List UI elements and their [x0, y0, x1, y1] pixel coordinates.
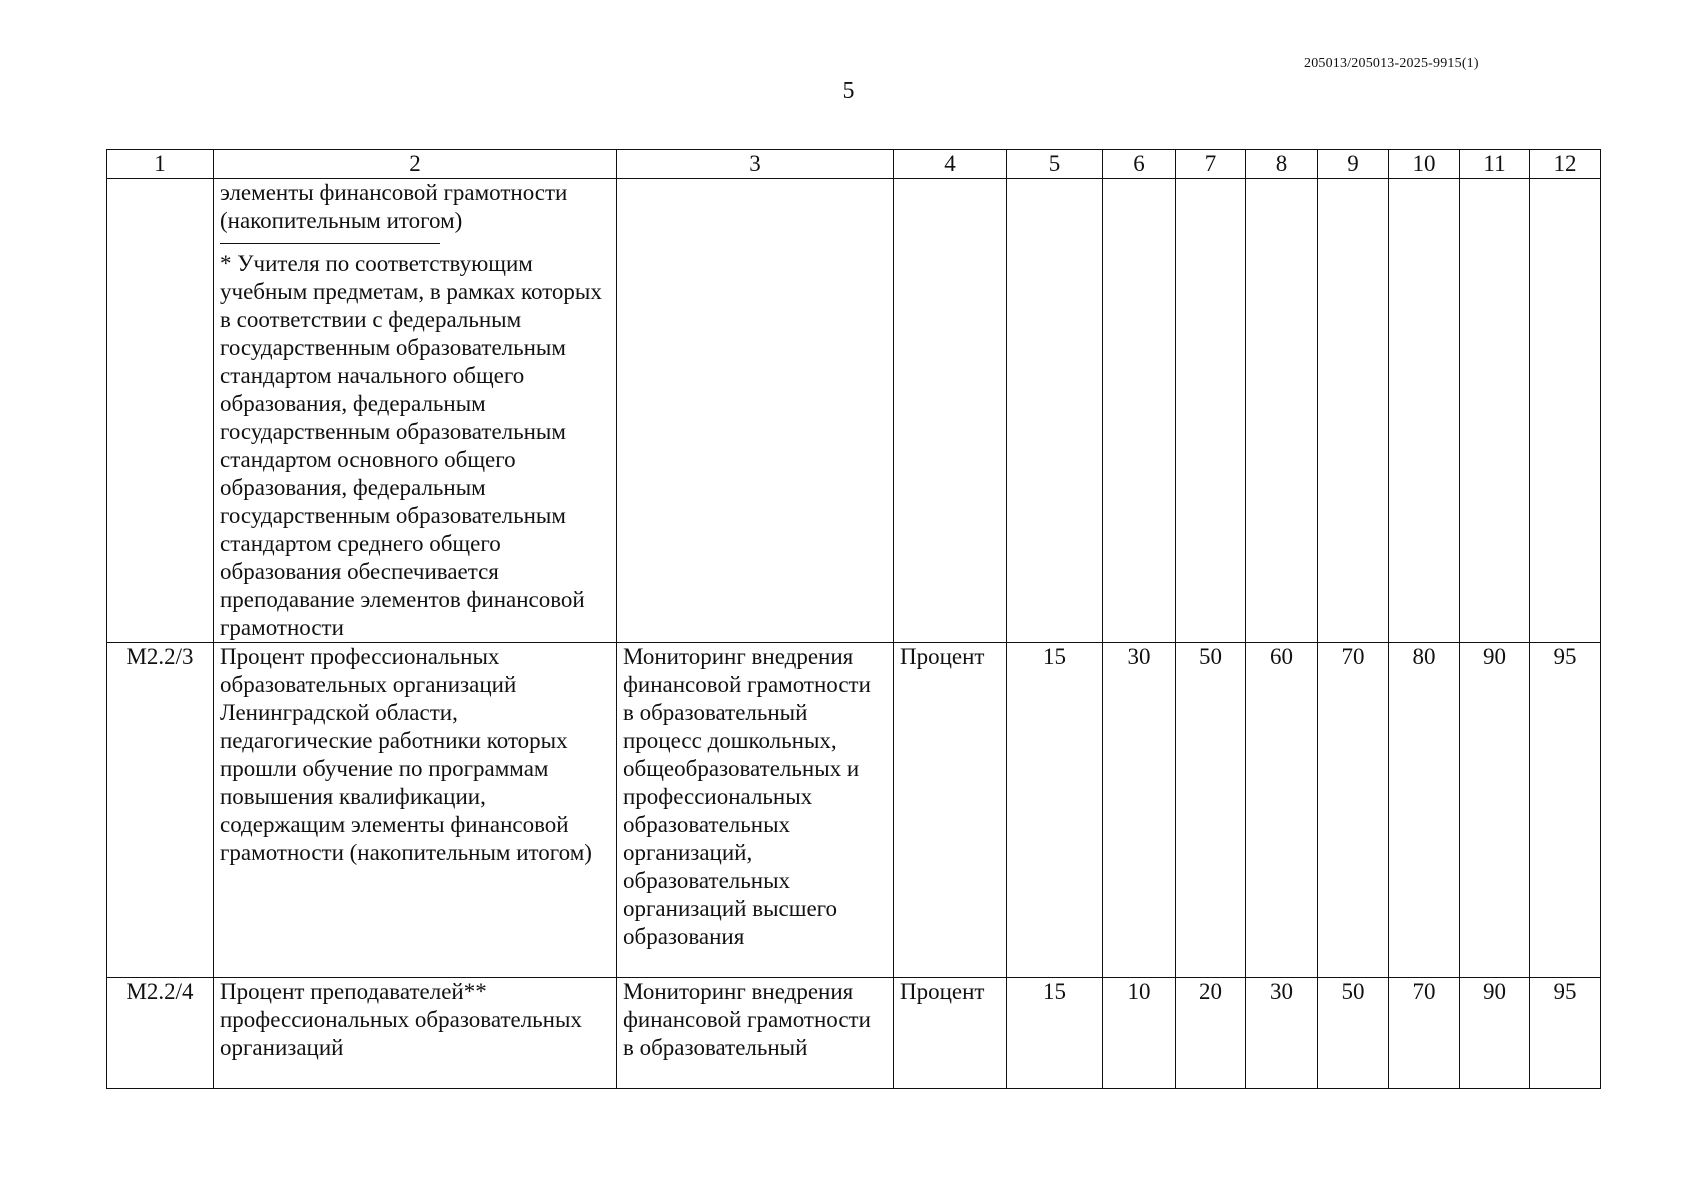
- value-cell: [1460, 179, 1530, 643]
- column-header: 8: [1246, 150, 1318, 179]
- column-header: 5: [1007, 150, 1103, 179]
- value-cell: [1103, 179, 1176, 643]
- indicator-name: Процент профессиональных образовательных организаций Ленинградской области, педагогические работники которых прошли обучение по программам повышения квалификации, содержащим элементы финансовой грамотности (накопительным итогом): [214, 643, 617, 978]
- value-cell: [1318, 179, 1389, 643]
- indicators-table: [106, 149, 1601, 1089]
- indicator-name: Процент преподавателей** профессиональных образовательных организаций: [214, 978, 617, 1089]
- indicator-unit: Процент: [894, 978, 1007, 1089]
- column-header: 10: [1389, 150, 1460, 179]
- column-header: 2: [214, 150, 617, 179]
- indicator-value: 20: [1176, 978, 1246, 1089]
- column-number-row: [107, 150, 1601, 179]
- indicator-value: 90: [1460, 978, 1530, 1089]
- page-number: 5: [842, 78, 855, 104]
- table-row: [107, 643, 1601, 978]
- column-header: 9: [1318, 150, 1389, 179]
- indicator-value: 50: [1176, 643, 1246, 978]
- value-cell: [1176, 179, 1246, 643]
- column-header: 12: [1530, 150, 1601, 179]
- unit-cell: [894, 179, 1007, 643]
- indicator-value: 15: [1007, 978, 1103, 1089]
- indicator-unit: Процент: [894, 643, 1007, 978]
- indicator-value: 70: [1318, 643, 1389, 978]
- indicator-value: 80: [1389, 643, 1460, 978]
- indicator-value: 70: [1389, 978, 1460, 1089]
- table-row-continuation: [107, 179, 1601, 643]
- column-header: 3: [617, 150, 894, 179]
- indicator-value: 30: [1103, 643, 1176, 978]
- document-registration-number: 205013/205013-2025-9915(1): [1304, 56, 1479, 71]
- column-header: 11: [1460, 150, 1530, 179]
- indicator-value: 60: [1246, 643, 1318, 978]
- indicator-value: 95: [1530, 978, 1601, 1089]
- indicator-name-continuation: элементы финансовой грамотности (накопительным итогом): [220, 180, 568, 233]
- column-header: 4: [894, 150, 1007, 179]
- indicator-source: Мониторинг внедрения финансовой грамотности в образовательный: [617, 978, 894, 1089]
- indicator-source: Мониторинг внедрения финансовой грамотности в образовательный процесс дошкольных, общеобразовательных и профессиональных образовательных организаций, образовательных организаций высшего образования: [617, 643, 894, 978]
- indicator-value: 90: [1460, 643, 1530, 978]
- table-row: [107, 978, 1601, 1089]
- indicator-value: 50: [1318, 978, 1389, 1089]
- column-header: 7: [1176, 150, 1246, 179]
- value-cell: [1007, 179, 1103, 643]
- indicator-name-cell: [214, 179, 617, 643]
- source-cell: [617, 179, 894, 643]
- indicator-value: 30: [1246, 978, 1318, 1089]
- indicator-code: М2.2/4: [107, 978, 214, 1089]
- indicator-value: 95: [1530, 643, 1601, 978]
- footnote-divider: [220, 243, 440, 244]
- indicator-code-cell: [107, 179, 214, 643]
- indicator-code: М2.2/3: [107, 643, 214, 978]
- value-cell: [1530, 179, 1601, 643]
- footnote-text: * Учителя по соответствующим учебным предметам, в рамках которых в соответствии с федеральным государственным образовательным стандартом начального общего образования, федеральным государственным образовательным стандартом основного общего образования, федеральным государственным образовательным стандартом среднего общего образования обеспечивается преподавание элементов финансовой грамотности: [220, 251, 602, 640]
- column-header: 1: [107, 150, 214, 179]
- value-cell: [1389, 179, 1460, 643]
- indicator-value: 15: [1007, 643, 1103, 978]
- indicator-value: 10: [1103, 978, 1176, 1089]
- column-header: 6: [1103, 150, 1176, 179]
- value-cell: [1246, 179, 1318, 643]
